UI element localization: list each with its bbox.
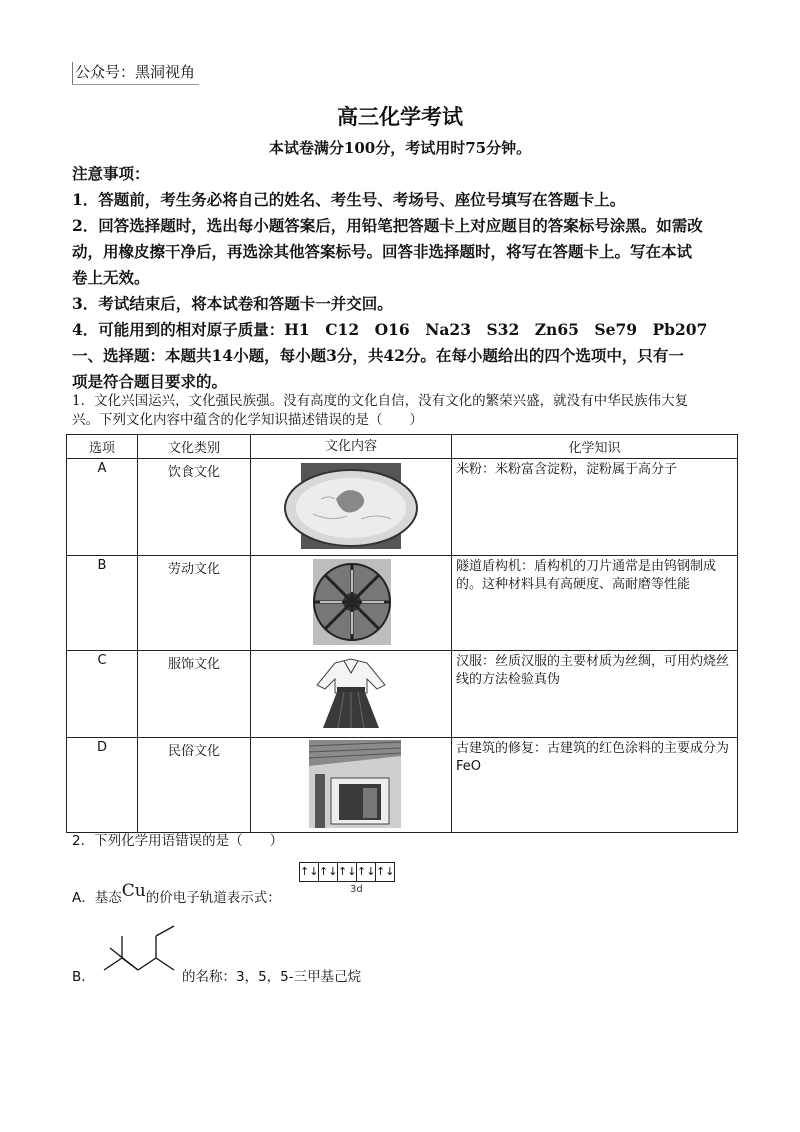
exam-title: 高三化学考试 [337,104,463,129]
option-2a [72,881,281,908]
notice-line: 3．考试结束后，将本试卷和答题卡一并交回。 [72,294,393,313]
watermark: 公众号：黑洞视角 [72,62,199,85]
hanfu-garment-image [251,651,452,738]
section-heading: 项是符合题目要求的。 [72,372,228,391]
notice-line: 2．回答选择题时，选出每小题答案后，用铅笔把答题卡上对应题目的答案标号涂黑。如需改 [72,216,703,235]
option-label: C [67,651,138,738]
table-row [67,556,738,651]
option-2a-suffix: 的价电子轨道表示式： [145,890,281,906]
exam-subtitle: 本试卷满分100分，考试用时75分钟。 [268,139,532,157]
ancient-building-image [251,738,452,833]
orbital-box: ↑↓ [356,862,376,882]
notice-line: 动，用橡皮擦干净后，再选涂其他答案标号。回答非选择题时，将写在答题卡上。写在本试 [72,242,693,261]
table-row [67,651,738,738]
rice-noodle-plate-image [251,459,452,556]
notice-line: 1．答题前，考生务必将自己的姓名、考生号、考场号、座位号填写在答题卡上。 [72,190,626,209]
orbital-box: ↑↓ [375,862,395,882]
header-option: 选项 [67,435,138,459]
header-category: 文化类别 [138,435,251,459]
notice-heading: 注意事项： [72,164,150,183]
option-2a-prefix: A．基态 [72,890,122,906]
option-2b-prefix: B． [72,969,95,985]
header-content: 文化内容 [251,435,452,459]
header-knowledge: 化学知识 [452,435,738,459]
knowledge-cell: 米粉：米粉富含淀粉，淀粉属于高分子 [452,459,738,556]
option-label: B [67,556,138,651]
orbital-box: ↑↓ [299,862,319,882]
category-cell: 民俗文化 [138,738,251,833]
knowledge-cell: 古建筑的修复：古建筑的红色涂料的主要成分为FeO [452,738,738,833]
orbital-box: ↑↓ [318,862,338,882]
question-1-table [66,434,738,833]
question-2-text: 2．下列化学用语错误的是（ ） [72,833,284,849]
skeletal-formula [100,922,190,974]
knowledge-cell: 汉服：丝质汉服的主要材质为丝绸，可用灼烧丝线的方法检验真伪 [452,651,738,738]
section-heading: 一、选择题：本题共14小题，每小题3分，共42分。在每小题给出的四个选项中，只有一 [72,346,684,365]
notice-line: 4．可能用到的相对原子质量：H1 C12 O16 Na23 S32 Zn65 Se79 Pb207 [72,320,708,339]
option-label: D [67,738,138,833]
table-row [67,459,738,556]
table-header-row [67,435,738,459]
question-1-text: 1．文化兴国运兴，文化强民族强。没有高度的文化自信，没有文化的繁荣兴盛，就没有中华民族伟大复 [72,393,689,409]
table-row [67,738,738,833]
tunnel-boring-machine-image [251,556,452,651]
element-symbol: Cu [121,881,146,901]
orbital-box: ↑↓ [337,862,357,882]
question-1-text: 兴。下列文化内容中蕴含的化学知识描述错误的是（ ） [72,412,423,428]
category-cell: 劳动文化 [138,556,251,651]
category-cell: 饮食文化 [138,459,251,556]
option-2b-suffix: 的名称：3，5，5-三甲基己烷 [182,969,362,985]
orbital-diagram [300,862,395,882]
orbital-label: 3d [350,884,363,895]
option-label: A [67,459,138,556]
knowledge-cell: 隧道盾构机：盾构机的刀片通常是由钨钢制成的。这种材料具有高硬度、高耐磨等性能 [452,556,738,651]
category-cell: 服饰文化 [138,651,251,738]
notice-line: 卷上无效。 [72,268,150,287]
